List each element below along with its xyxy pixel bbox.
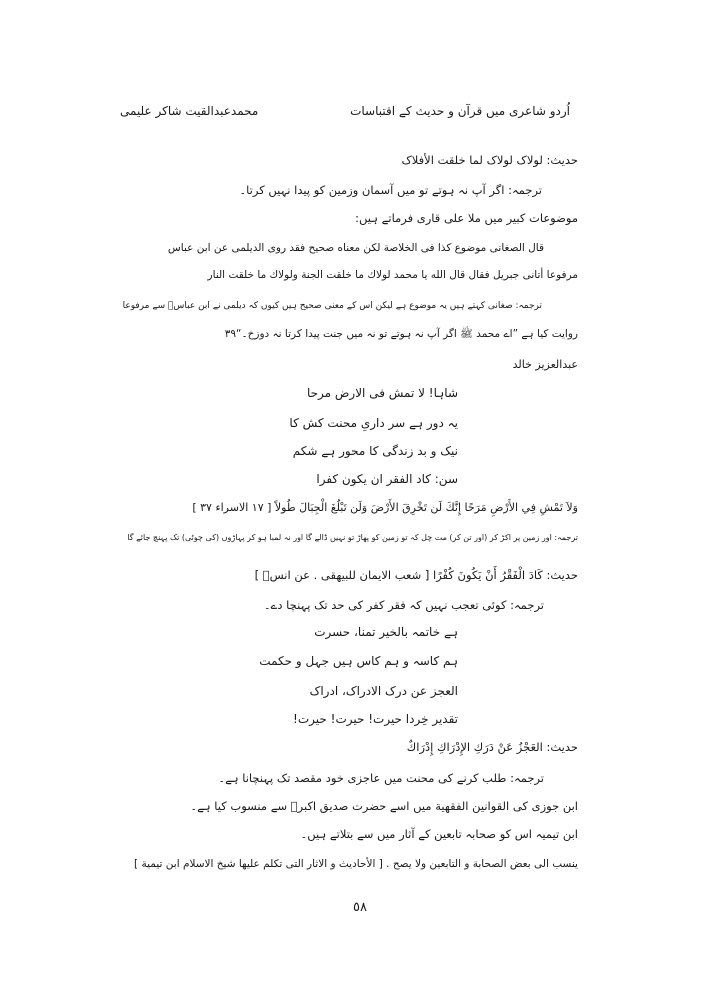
verse-line: ہے خاتمہ بالخیر تمنا، حسرت <box>314 625 458 639</box>
running-header-author: محمدعبدالقیت شاکر علیمی <box>120 104 259 118</box>
body-line: ابن تیمیہ اس کو صحابہ تابعین کے آثار میں سے بتلاتے ہیں۔ <box>300 827 578 841</box>
hadith-line: حدیث: لولاک لولاک لما خلقت الأفلاک <box>401 153 578 167</box>
translation-line: ترجمہ: اگر آپ نہ ہوتے تو میں آسمان وزمین کو پیدا نہیں کرتا۔ <box>239 183 542 197</box>
hadith-line: حدیث: العَجْزُ عَنْ دَرَكِ الإِدْرَاكِ إِدْرَاكٌ <box>406 740 578 754</box>
translation-line: ترجمہ: اور زمین پر اکڑ کر (اور تن کر) مت چل کہ تو زمین کو پھاڑ تو نہیں ڈالے گا اور نہ لمبا ہو کر پہاڑوں (کی چوٹی) تک پہنچ جائے گا <box>127 533 578 542</box>
body-line: ابن جوزی کی القوانین الفقهية میں اسے حضرت صدیق اکبرؓ سے منسوب کیا ہے۔ <box>190 799 578 813</box>
arabic-quote-line: مرفوعا أتانی جبريل فقال قال الله يا محمد لولاك ما خلقت الجنة ولولاك ما خلقت النار <box>207 269 578 281</box>
translation-line: ترجمہ: کوئی تعجب نہیں کہ فقر کفر کی حد تک پہنچا دے۔ <box>263 598 544 612</box>
arabic-quote-line: قال الصغانی موضوع كذا فی الخلاصة لكن معناه صحيح فقد روى الديلمی عن ابن عباس <box>167 242 544 254</box>
verse-line: تقدیر خِردا حیرت! حیرت! حیرت! <box>293 712 458 726</box>
translation-line: ترجمہ: طلب کرنے کی محنت میں عاجزی خود مقصد تک پہنچانا ہے۔ <box>218 771 544 785</box>
hadith-line: حدیث: كَادَ الْفَقْرُ أَنْ يَكُونَ كُفْرًا [ شعب الايمان للبيهقى . عن انسؓ ] <box>254 568 578 582</box>
translation-line: ترجمہ: صغانی کہتے ہیں یہ موضوع ہے لیکن اس کے معنی صحیح ہیں کیوں کہ دیلمی نے ابن عباسؓ سے مرفوعا <box>122 301 542 311</box>
quran-verse-line: وَلاَ تَمْشِ فِي الأَرْضِ مَرَحًا إِنَّكَ لَن تَخْرِقَ الأَرْضَ وَلَن تَبْلُغَ الْجِبَالَ طُولاً [ ١٧ الاسراء ٣٧ ] <box>192 501 578 514</box>
verse-line: شاہا! لا تمش فی الارض مرحا <box>306 386 458 400</box>
verse-line: العجز عن درک الادراک، ادراک <box>309 684 458 698</box>
verse-line: یہ دور ہے سر داریِ محنت کش کا <box>289 416 458 430</box>
verse-line: نیک و بد زندگی کا محور ہے شکم <box>292 444 458 458</box>
page-number: ٥٨ <box>353 900 367 915</box>
running-header-book-title: اُردو شاعری میں قرآن و حدیث کے اقتباسات <box>350 104 570 118</box>
source-note-line: موضوعات کبیر میں ملا علی قاری فرماتے ہیں: <box>355 211 578 225</box>
translation-line: روایت کیا ہے ”اے محمد ﷺ اگر آپ نہ ہوتے تو نہ میں جنت پیدا کرتا نہ دوزخ۔“٣٩ <box>224 328 578 340</box>
poet-name: عبدالعزیز خالد <box>512 358 578 371</box>
verse-line: سن: كاد الفقر ان يكون كفرا <box>316 472 458 486</box>
verse-line: ہم کاسہ و ہم کاس ہیں جہل و حکمت <box>259 654 458 668</box>
arabic-quote-line: ينسب الى بعض الصحابة و التابعين ولا يصح . [ الأحاديث و الاثار التى تكلم عليها شيخ الاسلام ابن تيمية ] <box>134 858 578 870</box>
